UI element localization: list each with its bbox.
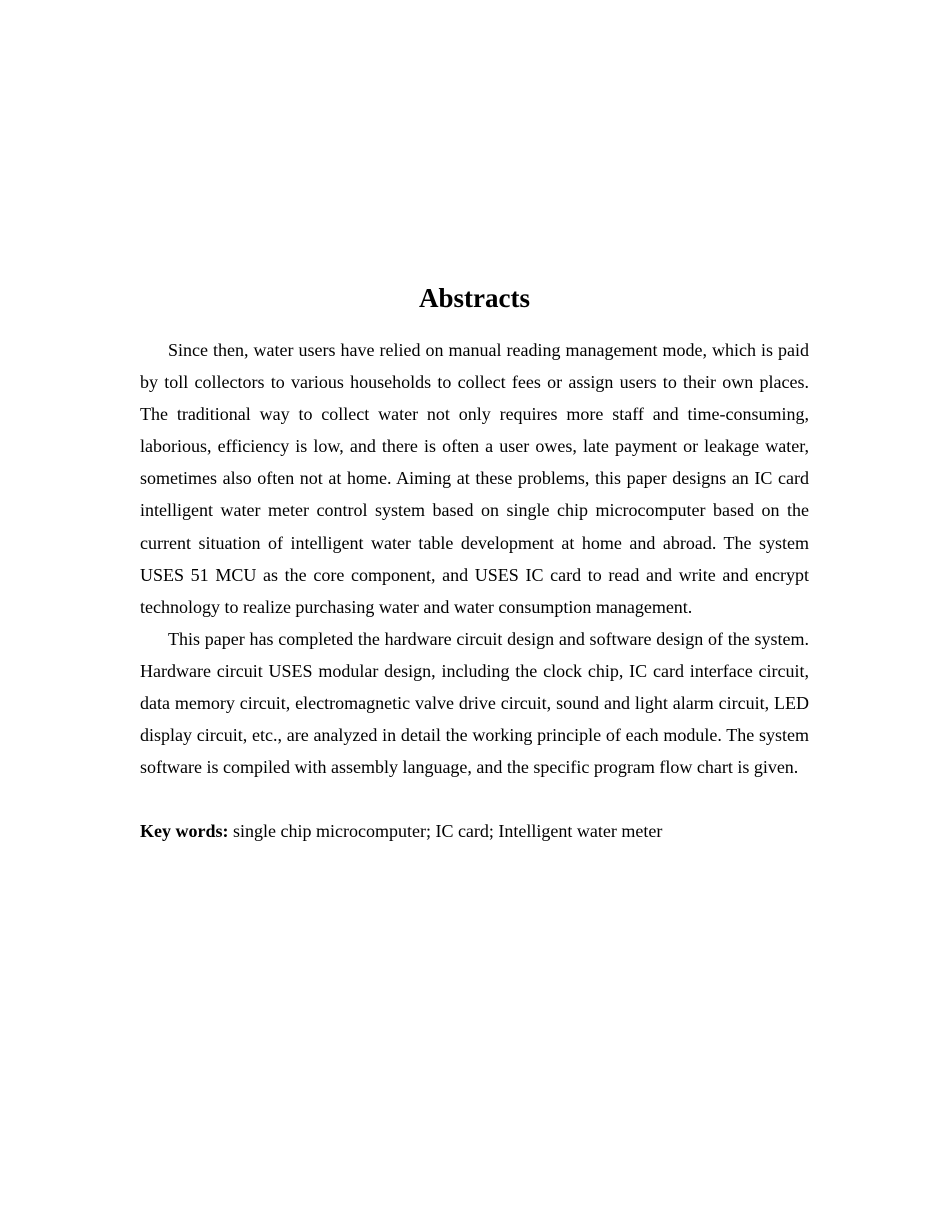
keywords-text: single chip microcomputer; IC card; Intelligent water meter (233, 821, 663, 842)
abstract-paragraph-1: Since then, water users have relied on manual reading management mode, which is paid by toll collectors to various households to collect fees or assign users to their own places. The traditional way to collect water not only requires more staff and time-consuming, laborious, efficiency is low, and there is often a user owes, late payment or leakage water, sometimes also often not at home. Aiming at these problems, this paper designs an IC card intelligent water meter control system based on single chip microcomputer based on the current situation of intelligent water table development at home and abroad. The system USES 51 MCU as the core component, and USES IC card to read and write and encrypt technology to realize purchasing water and water consumption management. (140, 340, 809, 617)
page-title: Abstracts (419, 283, 530, 313)
keywords-label: Key words: (140, 821, 229, 842)
abstract-page (140, 280, 809, 847)
keywords-line (140, 815, 809, 847)
abstract-paragraph-2: This paper has completed the hardware circuit design and software design of the system. Hardware circuit USES modular design, including the clock chip, IC card interface circuit, data memory circuit, electromagnetic valve drive circuit, sound and light alarm circuit, LED display circuit, etc., are analyzed in detail the working principle of each module. The system software is compiled with assembly language, and the specific program flow chart is given. (140, 628, 809, 778)
